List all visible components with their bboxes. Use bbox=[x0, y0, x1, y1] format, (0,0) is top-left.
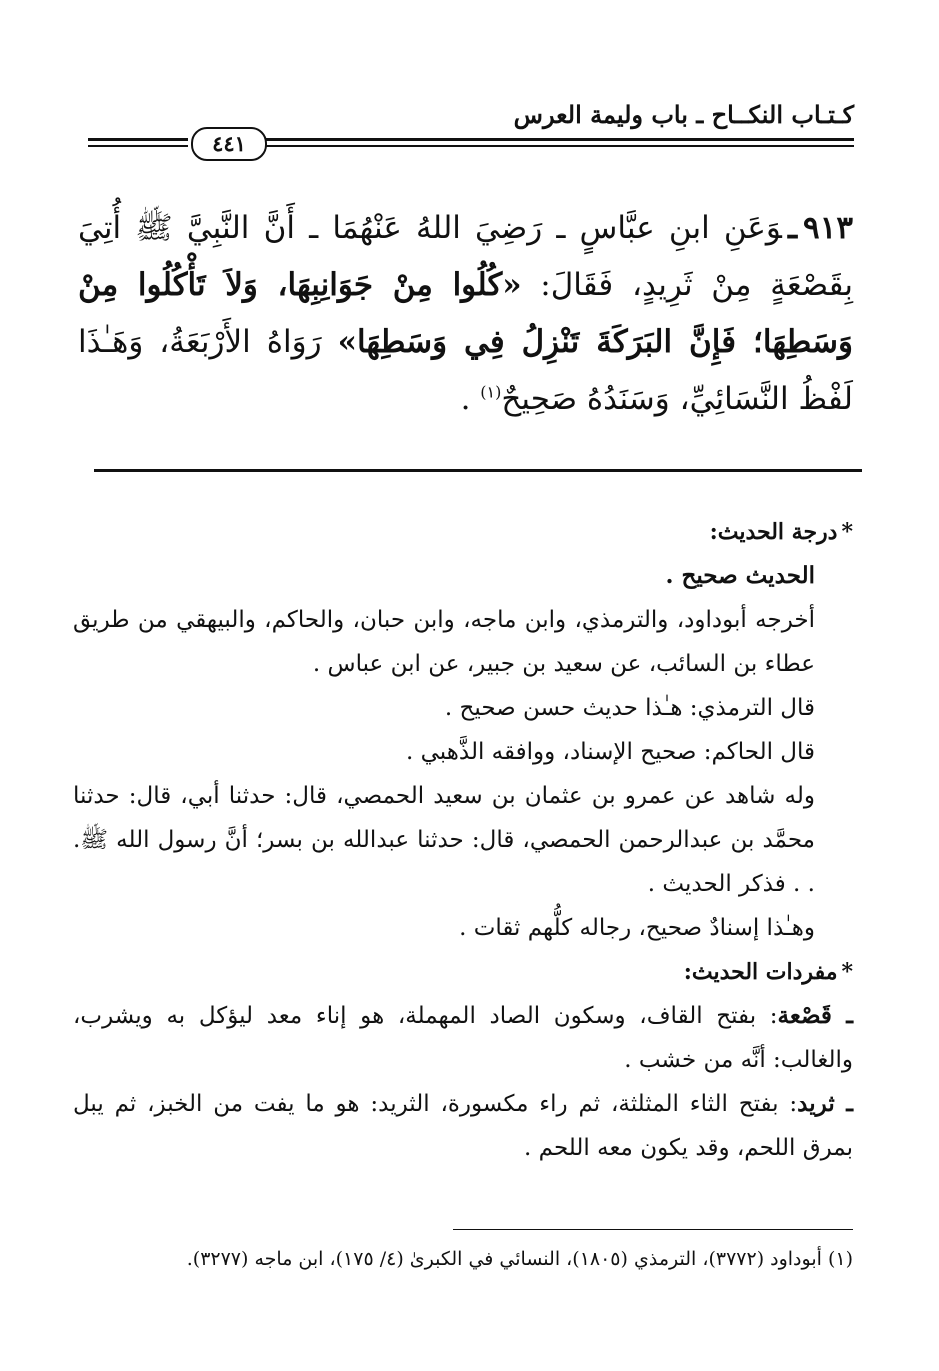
grade-heading: *درجة الحديث: bbox=[709, 519, 853, 545]
footnote: (١) أبوداود (٣٧٧٢)، الترمذي (١٨٠٥)، النسائي في الكبرىٰ (٤/ ١٧٥)، ابن ماجه (٣٢٧٧). bbox=[186, 1248, 853, 1270]
hadith-end: . bbox=[460, 381, 481, 417]
page-number: ٤٤١ bbox=[191, 127, 267, 161]
footnote-rule bbox=[453, 1229, 853, 1230]
grade-paragraph-2: قال الترمذي: هـٰذا حديث حسن صحيح . bbox=[444, 695, 815, 721]
grade-verdict: الحديث صحيح . bbox=[665, 562, 815, 589]
vocab-definition: : بفتح القاف، وسكون الصاد المهملة، هو إناء معد ليؤكل به ويشرب، والغالب: أنَّه من خشب . bbox=[73, 1003, 853, 1073]
grade-paragraph-3: قال الحاكم: صحيح الإسناد، ووافقه الذَّهبي . bbox=[406, 739, 815, 765]
hadith-quote: «كُلُوا مِنْ جَوَانِبِهَا، وَلاَ تَأْكُلُوا مِنْ وَسَطِهَا؛ فَإِنَّ البَرَكَةَ تَنْزِلُ فِي وَسَطِهَا» bbox=[78, 267, 853, 360]
vocab-heading: *مفردات الحديث: bbox=[683, 959, 853, 985]
vocab-definition: : بفتح الثاء المثلثة، ثم راء مكسورة، الثريد: هو ما يفت من الخبز، ثم يبل بمرق اللحم، وقد يكون معه اللحم . bbox=[73, 1091, 853, 1161]
grade-paragraph-5: وهـٰذا إسنادٌ صحيح، رجاله كلُّهم ثقات . bbox=[459, 915, 815, 941]
vocab-item-tharid bbox=[73, 1082, 853, 1170]
vocab-item-qasa bbox=[73, 994, 853, 1082]
grade-paragraph-4: وله شاهد عن عمرو بن عثمان بن سعيد الحمصي، قال: حدثنا أبي، قال: حدثنا محمَّد بن عبدالرحمن الحمصي، قال: حدثنا عبدالله بن بسر؛ أنَّ رسول الله ﷺ. . . فذكر الحديث . bbox=[73, 783, 815, 897]
grade-paragraph-1: أخرجه أبوداود، والترمذي، وابن ماجه، وابن حبان، والحاكم، والبيهقي من طريق عطاء بن السائب، عن سعيد بن جبير، عن ابن عباس . bbox=[73, 607, 815, 677]
footnote-reference[interactable]: (١) bbox=[480, 382, 502, 402]
hadith-text-part1: وَعَنِ ابنِ عبَّاسٍ ـ رَضِيَ اللهُ عَنْهُمَا ـ أَنَّ النَّبِيَّ ﷺ أُتِيَ بِقَصْعَةٍ مِنْ ثَرِيدٍ، فَقَالَ: bbox=[78, 210, 853, 303]
star-icon: * bbox=[841, 519, 853, 545]
hadith-text bbox=[78, 200, 853, 428]
header-rule-left bbox=[88, 138, 188, 147]
header-rule-right bbox=[266, 138, 854, 147]
section-divider bbox=[94, 469, 862, 472]
star-icon: * bbox=[841, 959, 853, 985]
hadith-text-part2: رَوَاهُ الأَرْبَعَةُ، وَهَـٰذَا لَفْظُ النَّسَائِيِّ، وَسَنَدُهُ صَحِيحٌ bbox=[78, 324, 853, 417]
running-title: كـتـاب النكــاح ـ باب وليمة العرس bbox=[513, 100, 854, 129]
vocab-term: ـ قَصْعة bbox=[777, 1002, 853, 1029]
vocab-term: ـ ثريد bbox=[797, 1090, 853, 1117]
commentary bbox=[73, 510, 853, 1170]
hadith-dash: ـ bbox=[787, 210, 798, 246]
hadith-number: ٩١٣ bbox=[803, 210, 853, 246]
